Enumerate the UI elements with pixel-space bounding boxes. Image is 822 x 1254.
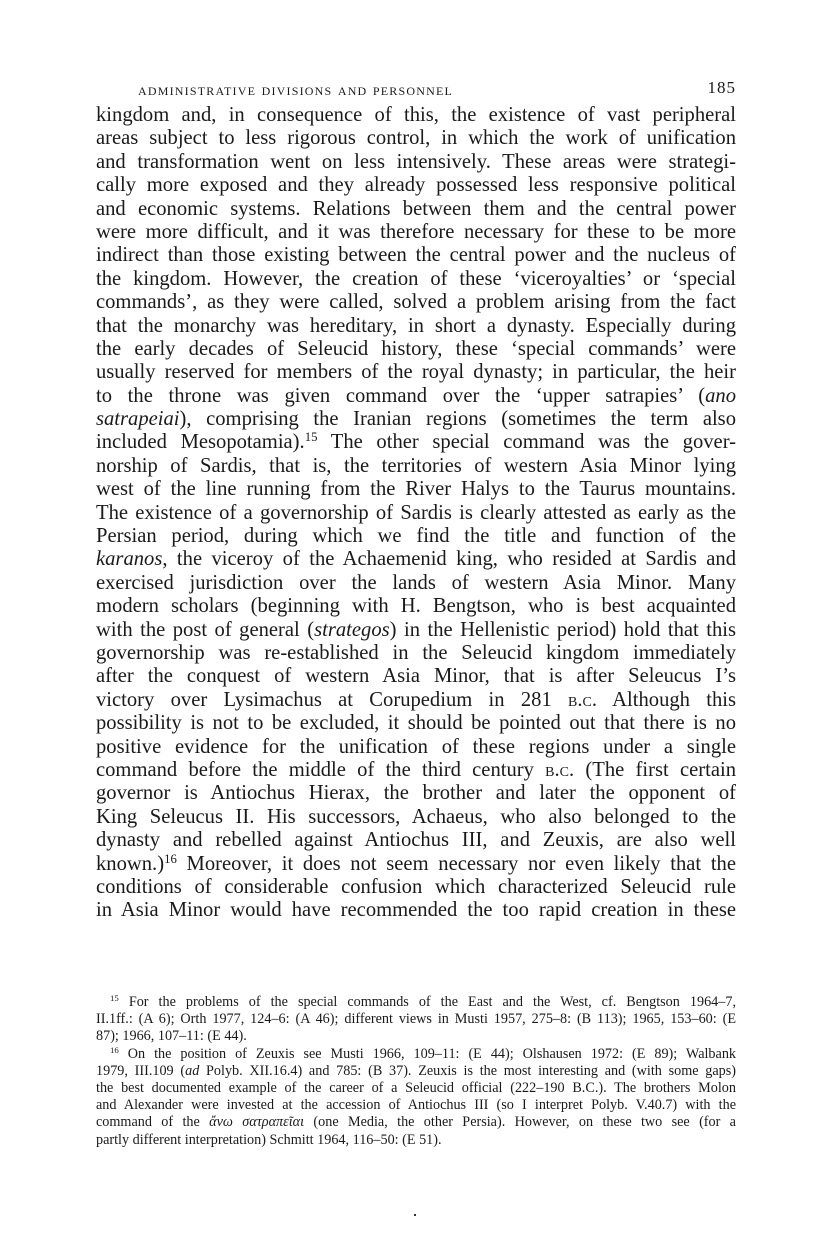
body-line xyxy=(96,385,736,408)
body-line: norship of Sardis, that is, the territories of western Asia Minor lying xyxy=(96,454,736,477)
era-abbrev: b.c. xyxy=(568,688,598,711)
text-run: 1979, III.109 ( xyxy=(96,1062,186,1079)
text-run: to the throne was given command over the ‘upper satrapies’ ( xyxy=(96,384,706,407)
page-mark xyxy=(414,1214,416,1216)
body-line xyxy=(96,431,736,454)
italic-term: strategos xyxy=(314,618,390,641)
text-run: command of the xyxy=(96,1114,210,1131)
chapter-title: administrative divisions and personnel xyxy=(138,80,454,99)
body-line: west of the line running from the River Halys to the Taurus mountains. xyxy=(96,478,736,501)
footnote-16 xyxy=(96,1046,736,1149)
body-line: The existence of a governorship of Sardis is clearly attested as early as the xyxy=(96,501,736,524)
body-line: possibility is not to be excluded, it should be pointed out that there is no xyxy=(96,712,736,735)
body-text xyxy=(96,104,736,923)
footnote-line: and Alexander were invested at the accession of Antiochus III (so I interpret Polyb. V.40.7) with the xyxy=(96,1097,736,1114)
footnote-line: II.1ff.: (A 6); Orth 1977, 124–6: (A 46); different views in Musti 1957, 275–8: (B 113); 1965, 153–60: (E xyxy=(96,1011,736,1028)
body-line: dynasty and rebelled against Antiochus III, and Zeuxis, are also well xyxy=(96,829,736,852)
text-run: The other special command was the gover- xyxy=(317,431,736,454)
footnote-ref-15[interactable]: 15 xyxy=(304,430,318,445)
running-head xyxy=(96,80,736,104)
footnote-15 xyxy=(96,994,736,1046)
body-line: areas subject to less rigorous control, in which the work of unification xyxy=(96,127,736,150)
page-number: 185 xyxy=(707,78,736,97)
body-line: that the monarchy was hereditary, in short a dynasty. Especially during xyxy=(96,314,736,337)
footnote-number: 16 xyxy=(110,1044,119,1055)
text-run: with the post of general ( xyxy=(96,618,315,641)
body-line: and transformation went on less intensively. These areas were strategi- xyxy=(96,150,736,173)
body-line: in Asia Minor would have recommended the too rapid creation in these xyxy=(96,899,736,922)
body-line: indirect than those existing between the central power and the nucleus of xyxy=(96,244,736,267)
body-line: were more difficult, and it was therefore necessary for these to be more xyxy=(96,220,736,243)
body-line: King Seleucus II. His successors, Achaeus, who also belonged to the xyxy=(96,805,736,828)
footnote-line xyxy=(96,1063,736,1080)
body-line xyxy=(96,759,736,782)
body-line: modern scholars (beginning with H. Bengtson, who is best acquainted xyxy=(96,595,736,618)
footnote-line xyxy=(96,1114,736,1131)
body-line xyxy=(96,689,736,712)
italic-term: ano xyxy=(705,384,736,407)
text-run: Moreover, it does not seem necessary nor even likely that the xyxy=(176,852,736,875)
body-line xyxy=(96,853,736,876)
footnote-number: 15 xyxy=(110,993,119,1004)
footnote-line: the best documented example of the career of a Seleucid official (222–190 B.C.). The brothers Molon xyxy=(96,1079,736,1096)
footnote-line: partly different interpretation) Schmitt 1964, 116–50: (E 51). xyxy=(96,1131,442,1148)
body-line: conditions of considerable confusion which characterized Seleucid rule xyxy=(96,875,736,898)
text-run: victory over Lysimachus at Corupedium in 281 xyxy=(96,688,569,711)
body-line: governor is Antiochus Hierax, the brother and later the opponent of xyxy=(96,782,736,805)
italic-term: satrapeiai xyxy=(96,408,180,431)
era-abbrev: b.c. xyxy=(545,758,575,781)
footnote-line xyxy=(96,994,736,1011)
text-run: command before the middle of the third century xyxy=(96,758,546,781)
body-line: and economic systems. Relations between them and the central power xyxy=(96,197,736,220)
body-line xyxy=(96,619,736,642)
italic-term: ad xyxy=(185,1062,200,1079)
text-run: , the viceroy of the Achaemenid king, who resided at Sardis and xyxy=(162,548,736,571)
greek-term: ἄνω σατραπεῖαι xyxy=(209,1114,305,1131)
body-line: exercised jurisdiction over the lands of western Asia Minor. Many xyxy=(96,571,736,594)
italic-term: karanos xyxy=(96,548,163,571)
footnotes xyxy=(96,994,736,1149)
text-run: (one Media, the other Persia). However, on these two see (for a xyxy=(304,1114,736,1131)
body-line: commands’, as they were called, solved a problem arising from the fact xyxy=(96,291,736,314)
text-run: ), comprising the Iranian regions (sometimes the term also xyxy=(179,408,736,431)
body-line: governorship was re-established in the Seleucid kingdom immediately xyxy=(96,641,736,664)
body-line: Persian period, during which we find the title and function of the xyxy=(96,525,736,548)
body-line: positive evidence for the unification of these regions under a single xyxy=(96,735,736,758)
body-line: cally more exposed and they already possessed less responsive political xyxy=(96,174,736,197)
text-run: Although this xyxy=(597,688,737,711)
text-run: ) in the Hellenistic period) hold that this xyxy=(389,618,736,641)
footnote-line: 87); 1966, 107–11: (E 44). xyxy=(96,1028,247,1045)
text-run: On the position of Zeuxis see Musti 1966, 109–11: (E 44); Olshausen 1972: (E 89); Walbank xyxy=(127,1045,737,1062)
body-line: the early decades of Seleucid history, these ‘special commands’ were xyxy=(96,337,736,360)
body-line: kingdom and, in consequence of this, the existence of vast peripheral xyxy=(96,104,736,126)
body-line xyxy=(96,408,736,431)
text-run: For the problems of the special commands of the East and the West, cf. Bengtson 1964–7, xyxy=(128,994,737,1010)
body-line: usually reserved for members of the royal dynasty; in particular, the heir xyxy=(96,361,736,384)
text-run: included Mesopotamia). xyxy=(96,431,305,454)
footnote-line xyxy=(96,1046,736,1063)
text-run: Polyb. XII.16.4) and 785: (B 37). Zeuxis is the most interesting and (with some gaps) xyxy=(199,1062,736,1079)
text-run: (The first certain xyxy=(574,758,736,781)
body-line: after the conquest of western Asia Minor, that is after Seleucus I’s xyxy=(96,665,736,688)
body-line xyxy=(96,548,736,571)
text-run: known.) xyxy=(96,852,165,875)
body-line: the kingdom. However, the creation of these ‘viceroyalties’ or ‘special xyxy=(96,267,736,290)
footnote-ref-16[interactable]: 16 xyxy=(164,851,177,866)
